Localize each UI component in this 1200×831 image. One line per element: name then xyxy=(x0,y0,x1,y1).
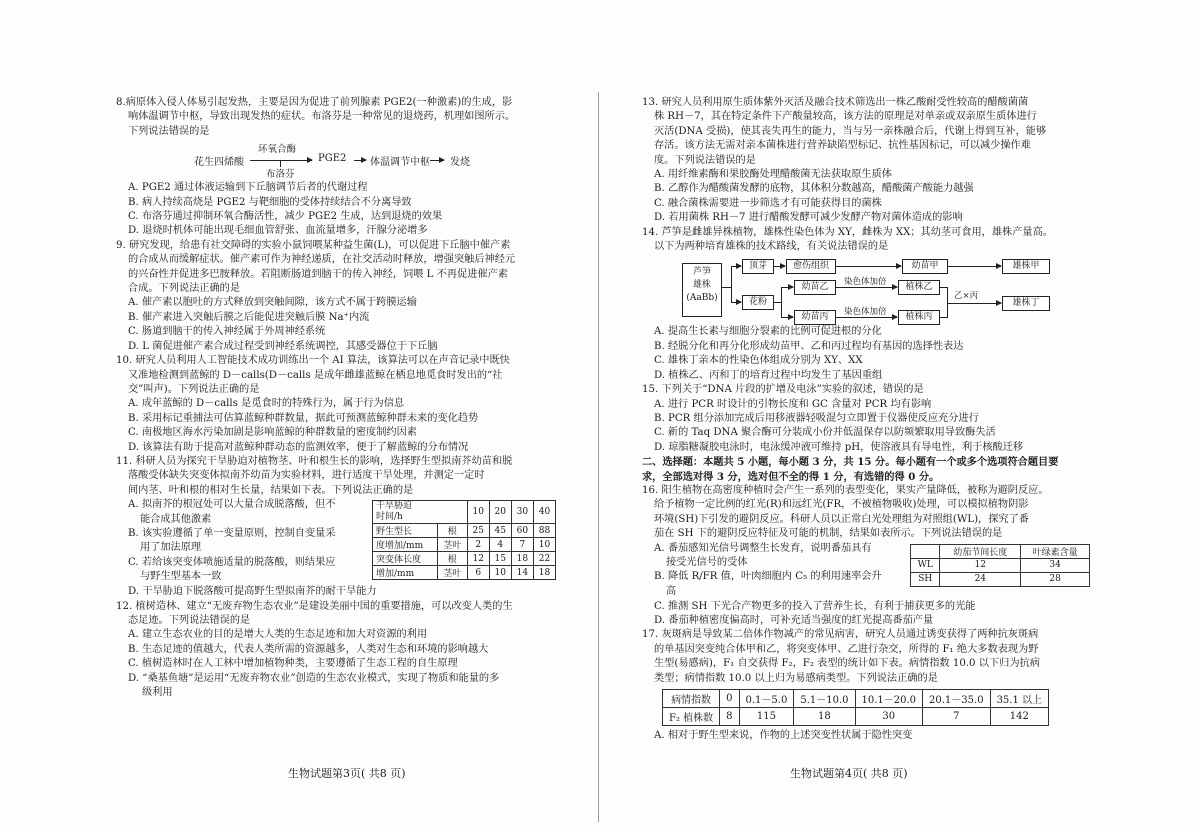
q16-col-header: 叶绿素含量 xyxy=(1021,544,1090,558)
q9-option-b: B. 催产素进入突触后膜之后能促进突触后膜 Na⁺内流 xyxy=(128,311,370,323)
q13-option-c: C. 融合菌株需要进一步筛选才有可能获得目的菌株 xyxy=(654,197,882,209)
q17-line: 生型(易感病)，F₁ 自交获得 F₂，F₂ 表型的统计如下表。病情指数 10.0 以下归为抗病 xyxy=(654,658,1040,670)
q14-parent-label: 雄株 xyxy=(692,280,711,291)
q11-table-header: 干旱胁迫 时间/h xyxy=(373,501,468,524)
q13-line: 灭活(DNA 受损)，使其丧失再生的能力，当与另一亲株融合后，代谢上得到互补，能够 xyxy=(654,125,1047,137)
q11-options-with-table xyxy=(116,498,572,585)
q12-line: 态足迹。下列说法错误的是 xyxy=(128,614,251,626)
q11-hour: 10 xyxy=(467,501,489,524)
section-2-line: 二、选择题：本题共 5 小题，每小题 3 分，共 15 分。每小题有一个或多个选项符合题目要 xyxy=(642,456,1059,469)
q8-option-b: B. 病人持续高烧是 PGE2 与靶细胞的受体持续结合不分离导致 xyxy=(128,196,412,208)
section-2-line: 求，全部选对得 3 分，选对但不全的得 1 分，有选错的得 0 分。 xyxy=(642,470,940,483)
q14-line xyxy=(731,266,732,302)
q14-plant-b-box: 植株乙 xyxy=(898,280,940,295)
q8-flow-drug: 布洛芬 xyxy=(266,169,295,181)
table-cell: 25 xyxy=(467,524,489,538)
q15-option-b: B. PCR 组分添加完成后用移液器轻吸混匀立即置于仪器使反应充分进行 xyxy=(654,412,979,424)
q16-option-a-cont: 接受光信号的受体 xyxy=(666,556,748,568)
table-cell: 34 xyxy=(1021,558,1090,572)
q12-option-d: D. “桑基鱼塘”是运用“无废弃物农业”创造的生态农业模式，实现了物质和能量的多 xyxy=(128,672,500,684)
table-cell: 7 xyxy=(923,708,991,726)
question-13 xyxy=(642,96,1150,226)
q11-option-a: A. 拟南芥的根冠处可以大量合成脱落酸，但不 xyxy=(128,499,336,511)
table-cell: 88 xyxy=(533,524,555,538)
q14-arrow xyxy=(835,287,897,288)
q11-group-wt-unit: 度增加/mm xyxy=(373,538,438,552)
q13-option-d: D. 若用菌株 RH－7 进行醋酸发酵可减少发酵产物对菌体造成的影响 xyxy=(654,212,963,224)
q8-arrow-2 xyxy=(354,160,366,161)
q11-option-c-cont: 与野生型基本一致 xyxy=(140,571,222,583)
q11-line: 11. 科研人员为探究干旱胁迫对植物茎、叶和根生长的影响，选择野生型拟南芥幼苗和脱 xyxy=(116,455,513,467)
q16-option-b-cont: 高 xyxy=(666,585,677,597)
table-cell: 12 xyxy=(467,552,489,566)
q17-row-header: F₂ 植株数 xyxy=(663,708,720,726)
q13-option-a: A. 用纤维素酶和果胶酶处理醋酸菌无法获取原生质体 xyxy=(654,169,892,181)
q14-parent-label: 芦笋 xyxy=(692,267,711,278)
q17-row-header: 病情指数 xyxy=(663,690,720,708)
table-cell: 10 xyxy=(533,538,555,552)
question-17 xyxy=(642,628,1150,743)
q11-option-d: D. 干旱胁迫下脱落酸可提高野生型拟南芥的耐干旱能力 xyxy=(128,586,377,598)
q14-arrow xyxy=(731,266,741,267)
q11-option-b-cont: 用了加法原理 xyxy=(140,542,202,554)
q9-line: 的合成从而缓解症状。催产素可作为神经递质，在社交活动时释放，增强突触后神经元 xyxy=(128,254,516,266)
q8-flow-a: 花生四烯酸 xyxy=(194,157,244,169)
q16-line: 给予植物一定比例的红光(R)和远红光(FR，不被植物吸收)处理，可以模拟植物阴影 xyxy=(654,499,1029,511)
q11-option-c: C. 若给该突变体喷施适量的脱落酸，则结果应 xyxy=(128,556,336,568)
q12-option-b: B. 生态足迹的值越大，代表人类所需的资源越多，人类对生态和环境的影响越大 xyxy=(128,643,489,655)
table-cell: 35.1 以上 xyxy=(990,690,1048,708)
q11-group-mt-unit: 增加/mm xyxy=(373,566,438,580)
q8-arrow-3 xyxy=(430,160,444,161)
q14-arrow xyxy=(773,266,785,267)
table-cell: 18 xyxy=(533,566,555,580)
q10-line: 又准地检测到蓝鲸的 D－calls(D－calls 是成年雌雄蓝鲸在栖息地觅食时发出的“社 xyxy=(128,369,503,381)
section-2-heading xyxy=(642,455,1150,484)
question-11 xyxy=(116,455,572,600)
q16-option-c: C. 推测 SH 下光合产物更多的投入了营养生长，有利于捕获更多的光能 xyxy=(654,600,976,612)
q14-line xyxy=(939,317,947,318)
q9-option-c: C. 肠道到脑干的传入神经属于外周神经系统 xyxy=(128,326,326,338)
table-cell: 5.1－10.0 xyxy=(794,690,855,708)
q12-option-c: C. 植树造林时在人工林中增加植物种类，主要遵循了生态工程的自生原理 xyxy=(128,658,458,670)
q13-line: 存活。该方法无需对亲本菌株进行营养缺陷型标记、抗性基因标记，可以减少操作难 xyxy=(654,140,1031,152)
table-cell: 45 xyxy=(489,524,511,538)
q15-option-d: D. 琼脂糖凝胶电泳时，电泳缓冲液可维持 pH，使溶液具有导电性，利于核酸迁移 xyxy=(654,441,1024,453)
q13-option-b: B. 乙醇作为醋酸菌发酵的底物，其体积分数越高，醋酸菌产酸能力越强 xyxy=(654,183,974,195)
q9-option-d: D. L 菌促进催产素合成过程受到神经系统调控，其感受器位于下丘脑 xyxy=(128,340,438,352)
q14-line xyxy=(773,302,781,303)
table-cell: 28 xyxy=(1021,572,1090,586)
question-14 xyxy=(642,226,1150,383)
q11-option-b: B. 该实验遵循了单一变量原则，控制自变量采 xyxy=(128,527,336,539)
table-cell: 30 xyxy=(855,708,923,726)
q9-line: 合成。下列说法正确的是 xyxy=(128,283,241,295)
q11-data-table xyxy=(372,500,556,580)
q13-line: 株 RH－7，其在特定条件下产酸量较高，该方法的原理是对单亲或双亲原生质体进行 xyxy=(654,111,1037,123)
table-cell: 18 xyxy=(794,708,855,726)
q14-line xyxy=(721,287,731,288)
table-cell: 0 xyxy=(720,690,739,708)
q17-line: 的单基因突变纯合体甲和乙，将突变体甲、乙进行杂交，所得的 F₁ 绝大多数表现为野 xyxy=(654,643,1039,655)
q14-label-cross: 乙×丙 xyxy=(954,291,979,302)
table-cell: 6 xyxy=(467,566,489,580)
q14-label-double-2: 染色体加倍 xyxy=(844,307,887,318)
q17-line: 类型；病情指数 10.0 以上归为易感病类型。下列说法正确的是 xyxy=(654,672,938,684)
q10-option-c: C. 南极地区海水污染加剧是影响蓝鲸的种群数量的密度制约因素 xyxy=(128,427,417,439)
q17-option-a: A. 相对于野生型来说，作物的上述突变性状属于隐性突变 xyxy=(654,730,913,741)
table-cell: 18 xyxy=(511,552,533,566)
q16-col-header: 幼茄节间长度 xyxy=(940,544,1021,558)
q16-line: 茄在 SH 下的避阴反应特征及可能的机制，结果如表所示。下列说法错误的是 xyxy=(654,528,1003,540)
table-cell: 7 xyxy=(511,538,533,552)
table-cell: 24 xyxy=(940,572,1021,586)
q13-line: 13. 研究人员利用原生质体紫外灭活及融合技术筛选出一株乙酸耐受性较高的醋酸菌菌 xyxy=(642,97,1029,108)
q15-option-c: C. 新的 Taq DNA 聚合酶可分装成小份并低温保存以防频繁取用导致酶失活 xyxy=(654,427,996,439)
table-cell: 20.1－35.0 xyxy=(923,690,991,708)
q12-option-d-cont: 级利用 xyxy=(142,687,173,698)
q14-parent-genotype: (AaBb) xyxy=(686,293,718,304)
q14-callus-box: 愈伤组织 xyxy=(786,259,836,274)
page-divider xyxy=(598,92,599,822)
q16-data-table xyxy=(910,544,1090,587)
question-9 xyxy=(116,239,572,354)
q8-flow-enzyme: 环氧合酶 xyxy=(258,144,297,156)
q11-hour: 40 xyxy=(533,501,555,524)
page-right xyxy=(602,0,1200,831)
question-15 xyxy=(642,383,1150,455)
q17-data-table xyxy=(662,689,1049,726)
table-cell: 60 xyxy=(511,524,533,538)
q11-line: 间内茎、叶和根的相对生长量，结果如下表。下列说法正确的是 xyxy=(128,484,414,496)
q14-option-b: B. 经脱分化和再分化形成幼苗甲、乙和丙过程均有基因的选择性表达 xyxy=(654,340,964,352)
q10-option-b: B. 采用标记重捕法可估算蓝鲸种群数量，据此可预测蓝鲸种群未来的变化趋势 xyxy=(128,412,479,424)
table-cell: 15 xyxy=(489,552,511,566)
q14-option-c: C. 雄株丁亲本的性染色体组成分别为 XY、XX xyxy=(654,355,863,367)
q14-seedling-c-box: 幼苗丙 xyxy=(794,310,836,325)
q14-arrow xyxy=(731,302,741,303)
question-16 xyxy=(642,484,1150,628)
q11-group-mt: 突变体长度 xyxy=(373,552,438,566)
q8-option-c: C. 布洛芬通过抑制环氧合酶活性，减少 PGE2 生成，达到退烧的效果 xyxy=(128,211,443,223)
q9-line: 的兴奋性并促进多巴胺释放。若阻断肠道到脑干的传入神经，饲喂 L 不再促进催产素 xyxy=(128,268,508,280)
q11-organ: 根 xyxy=(437,552,467,566)
page-footer-left: 生物试题第3页( 共8 页) xyxy=(288,767,406,780)
table-cell: 115 xyxy=(739,708,794,726)
q8-arrow-1 xyxy=(250,160,312,161)
q16-option-b: B. 降低 R/FR 值，叶肉细胞内 C₅ 的利用速率会升 xyxy=(654,571,882,583)
q14-line xyxy=(939,287,947,288)
q8-flow-c: 体温调节中枢 xyxy=(370,157,430,169)
q14-option-a: A. 提高生长素与细胞分裂素的比例可促进根的分化 xyxy=(654,326,882,338)
q14-male-a-box: 雄株甲 xyxy=(1002,259,1050,274)
question-12 xyxy=(116,600,572,701)
q10-line: 交”叫声)。下列说法正确的是 xyxy=(128,383,260,395)
q14-line: 以下为两种培育雄株的技术路线，有关说法错误的是 xyxy=(654,241,889,253)
table-cell xyxy=(911,544,940,558)
q17-line: 17. 灰斑病是导致某二倍体作物减产的常见病害，研究人员通过诱变获得了两种抗灰斑病 xyxy=(642,629,1039,641)
table-cell: 14 xyxy=(511,566,533,580)
q8-option-d: D. 退烧时机体可能出现毛细血管舒张、血流量增多，汗腺分泌增多 xyxy=(128,225,428,237)
question-10 xyxy=(116,354,572,455)
table-cell: 2 xyxy=(467,538,489,552)
q12-line: 12. 植树造林、建立“无废弃物生态农业”是建设美丽中国的重要措施，可以改变人类的生 xyxy=(116,600,513,612)
q10-option-a: A. 成年蓝鲸的 D－calls 是觅食时的特殊行为，属于行为信息 xyxy=(128,398,405,410)
q13-line: 度。下列说法错误的是 xyxy=(654,154,756,166)
q14-bud-box: 顶芽 xyxy=(742,259,774,274)
q15-option-a: A. 进行 PCR 时设计的引物长度和 GC 含量对 PCR 均有影响 xyxy=(654,398,932,410)
q8-stem-2: 响体温调节中枢，导致出现发热的症状。布洛芬是一种常见的退烧药，机理如图所示。 xyxy=(128,111,516,123)
q16-options-with-table xyxy=(642,542,1150,600)
q14-plant-c-box: 植株丙 xyxy=(898,310,940,325)
table-cell: 10.1－20.0 xyxy=(855,690,923,708)
q11-organ: 茎叶 xyxy=(437,538,467,552)
q9-line: 9. 研究发现，给患有社交障碍的实验小鼠饲喂某种益生菌(L)，可以促进下丘脑中催产素 xyxy=(116,239,511,251)
page-footer-right: 生物试题第4页( 共8 页) xyxy=(790,767,908,780)
q8-flow-b: PGE2 xyxy=(318,153,347,165)
question-8 xyxy=(116,96,572,239)
table-cell: 12 xyxy=(940,558,1021,572)
q14-arrow xyxy=(947,303,1001,304)
q14-arrow xyxy=(781,317,793,318)
q11-organ: 茎叶 xyxy=(437,566,467,580)
table-cell: 22 xyxy=(533,552,555,566)
q14-pollen-box: 花粉 xyxy=(742,295,774,310)
q12-option-a: A. 建立生态农业的目的是增大人类的生态足迹和加大对资源的利用 xyxy=(128,629,428,641)
q11-option-a-cont: 能合成其他激素 xyxy=(140,513,212,525)
q8-option-a: A. PGE2 通过体液运输到下丘脑调节后者的代谢过程 xyxy=(128,182,368,194)
q14-arrow xyxy=(835,317,897,318)
q14-seedling-b-box: 幼苗乙 xyxy=(794,280,836,295)
q11-group-wt: 野生型长 xyxy=(373,524,438,538)
q10-option-d: D. 该算法有助于提高对蓝鲸种群动态的监测效率，便于了解蓝鲸的分布情况 xyxy=(128,441,469,453)
q16-row-header: SH xyxy=(911,572,940,586)
q10-line: 10. 研究人员利用人工智能技术成功训练出一个 AI 算法，该算法可以在声音记录中既快 xyxy=(116,355,510,367)
q11-hour: 20 xyxy=(489,501,511,524)
table-cell: 142 xyxy=(990,708,1048,726)
table-cell: 4 xyxy=(489,538,511,552)
table-cell: 8 xyxy=(720,708,739,726)
q14-male-d-box: 雄株丁 xyxy=(1002,296,1050,311)
q14-label-double-1: 染色体加倍 xyxy=(844,277,887,288)
q14-seedling-a-box: 幼苗甲 xyxy=(902,259,948,274)
q14-parent-box xyxy=(682,263,722,317)
q16-row-header: WL xyxy=(911,558,940,572)
q8-flow-d: 发烧 xyxy=(450,157,470,169)
page-left xyxy=(0,0,598,831)
q14-flowchart xyxy=(642,257,1150,321)
q16-line: 16. 阳生植物在高密度种植时会产生一系列的表型变化，果实产量降低，被称为避阴反应。 xyxy=(642,484,1049,496)
table-cell: 0.1－5.0 xyxy=(739,690,794,708)
q14-line xyxy=(781,287,782,317)
table-cell: 10 xyxy=(489,566,511,580)
q14-line: 14. 芦笋是雌雄异株植物，雄株性染色体为 XY，雌株为 XX；其幼茎可食用，雄株产量高。 xyxy=(642,226,1053,238)
q14-arrow xyxy=(947,266,1001,267)
q8-flowchart xyxy=(116,141,572,179)
q8-stem: 8.病原体入侵人体易引起发热，主要是因为促进了前列腺素 PGE2(一种激素)的生成，影 xyxy=(116,97,513,108)
q14-option-d: D. 植株乙、丙和丁的培育过程中均发生了基因重组 xyxy=(654,369,883,381)
q16-option-a: A. 番茄感知光信号调整生长发育，说明番茄具有 xyxy=(654,542,872,554)
q8-stem-3: 下列说法错误的是 xyxy=(128,125,210,137)
q11-hour: 30 xyxy=(511,501,533,524)
q16-line: 环境(SH)下引发的避阴反应。科研人员以正常白光处理组为对照组(WL)，探究了番 xyxy=(654,513,1029,525)
q16-option-d: D. 番茄种植密度偏高时，可补充适当强度的红光提高番茄产量 xyxy=(654,614,934,626)
q11-line: 落酸受体缺失突变体拟南芥幼苗为实验材料，进行适度干旱处理，并测定一定时 xyxy=(128,470,485,482)
q9-option-a: A. 催产素以胞吐的方式释放到突触间隙，该方式不属于跨膜运输 xyxy=(128,297,417,309)
q15-stem: 15. 下列关于“DNA 片段的扩增及电泳”实验的叙述，错误的是 xyxy=(642,384,924,396)
q14-arrow xyxy=(835,266,901,267)
q11-organ: 根 xyxy=(437,524,467,538)
q14-arrow xyxy=(781,287,793,288)
